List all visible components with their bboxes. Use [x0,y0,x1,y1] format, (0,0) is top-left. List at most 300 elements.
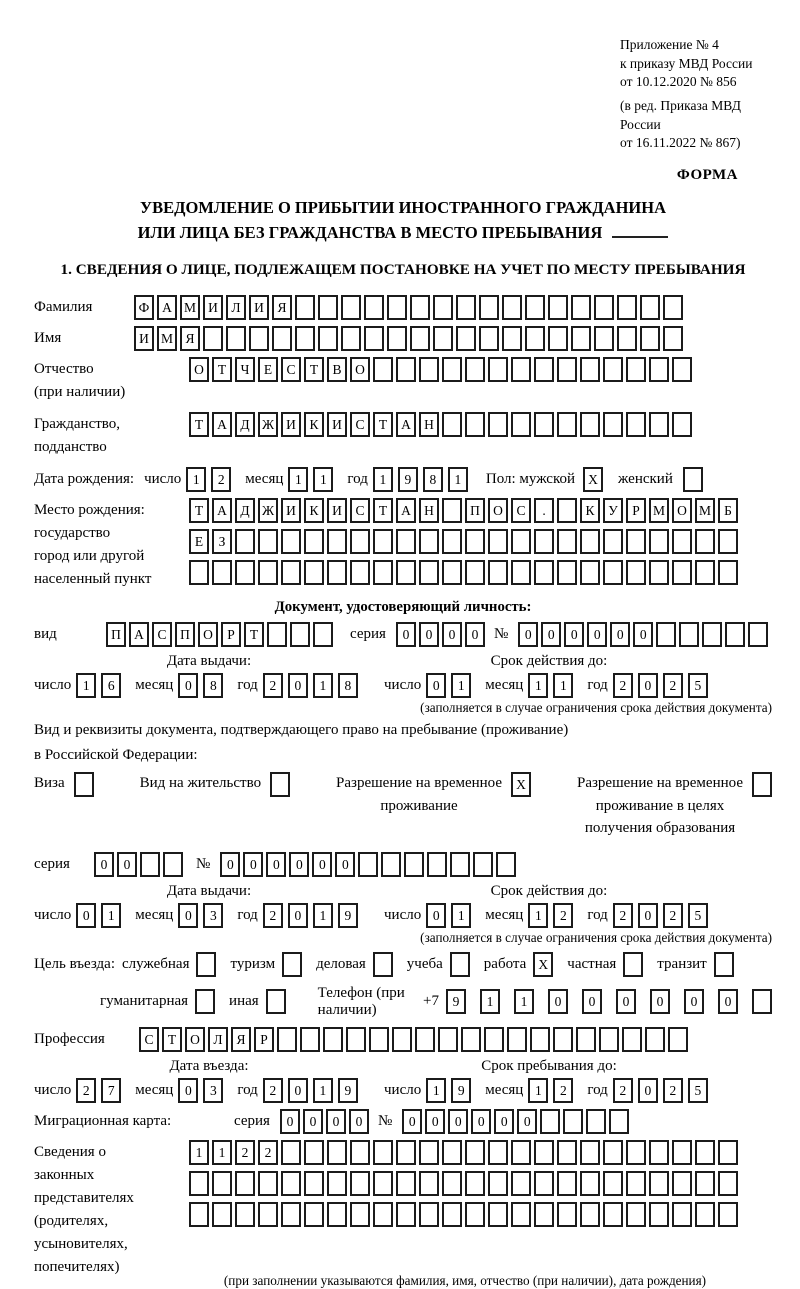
char-cell[interactable]: К [304,498,324,523]
char-cell[interactable] [488,560,508,585]
char-cell[interactable] [557,1140,577,1165]
char-cell[interactable] [557,498,577,523]
char-cell[interactable] [442,412,462,437]
char-cell[interactable]: 0 [633,622,653,647]
char-cell[interactable] [419,529,439,554]
purpose-other-checkbox[interactable] [266,989,286,1014]
temp-residence-checkbox[interactable]: X [511,772,531,797]
char-cell[interactable]: А [129,622,149,647]
char-cell[interactable]: 2 [663,673,683,698]
char-cell[interactable]: 2 [553,1078,573,1103]
char-cell[interactable] [189,1202,209,1227]
char-cell[interactable]: 3 [203,1078,223,1103]
char-cell[interactable] [571,295,591,320]
char-cell[interactable] [748,622,768,647]
char-cell[interactable] [645,1027,665,1052]
char-cell[interactable] [327,529,347,554]
char-cell[interactable] [484,1027,504,1052]
char-cell[interactable] [327,1171,347,1196]
char-cell[interactable]: 5 [688,673,708,698]
purpose-work-checkbox[interactable]: X [533,952,553,977]
char-cell[interactable]: Я [272,295,292,320]
char-cell[interactable] [718,560,738,585]
char-cell[interactable]: 2 [553,903,573,928]
char-cell[interactable] [387,295,407,320]
char-cell[interactable] [341,295,361,320]
char-cell[interactable]: 1 [448,467,468,492]
char-cell[interactable] [649,1202,669,1227]
char-cell[interactable] [438,1027,458,1052]
char-cell[interactable]: Р [254,1027,274,1052]
char-cell[interactable]: О [198,622,218,647]
char-cell[interactable] [534,1202,554,1227]
char-cell[interactable]: 0 [349,1109,369,1134]
char-cell[interactable] [511,529,531,554]
char-cell[interactable]: С [152,622,172,647]
char-cell[interactable]: 2 [263,903,283,928]
char-cell[interactable]: 0 [541,622,561,647]
char-cell[interactable]: Л [226,295,246,320]
char-cell[interactable]: О [488,498,508,523]
char-cell[interactable]: 0 [288,903,308,928]
char-cell[interactable] [396,529,416,554]
char-cell[interactable] [465,412,485,437]
char-cell[interactable] [249,326,269,351]
char-cell[interactable] [433,326,453,351]
char-cell[interactable] [281,1202,301,1227]
char-cell[interactable]: И [249,295,269,320]
purpose-business-checkbox[interactable] [196,952,216,977]
char-cell[interactable] [557,1202,577,1227]
char-cell[interactable]: 0 [303,1109,323,1134]
char-cell[interactable] [258,560,278,585]
char-cell[interactable] [235,1202,255,1227]
char-cell[interactable]: С [139,1027,159,1052]
char-cell[interactable] [502,326,522,351]
char-cell[interactable] [603,529,623,554]
char-cell[interactable]: 1 [313,1078,333,1103]
char-cell[interactable] [277,1027,297,1052]
char-cell[interactable]: А [396,498,416,523]
char-cell[interactable] [212,1202,232,1227]
char-cell[interactable]: Д [235,498,255,523]
char-cell[interactable]: П [175,622,195,647]
char-cell[interactable] [534,1171,554,1196]
char-cell[interactable] [718,1202,738,1227]
char-cell[interactable] [525,295,545,320]
char-cell[interactable]: И [281,498,301,523]
char-cell[interactable] [281,1171,301,1196]
char-cell[interactable]: 8 [203,673,223,698]
char-cell[interactable] [511,1140,531,1165]
char-cell[interactable] [281,529,301,554]
char-cell[interactable]: 1 [514,989,534,1014]
char-cell[interactable] [235,1171,255,1196]
char-cell[interactable]: 0 [650,989,670,1014]
char-cell[interactable] [594,295,614,320]
char-cell[interactable]: 1 [101,903,121,928]
char-cell[interactable] [419,560,439,585]
char-cell[interactable]: 1 [212,1140,232,1165]
char-cell[interactable] [571,326,591,351]
char-cell[interactable] [304,1202,324,1227]
char-cell[interactable]: 0 [266,852,286,877]
char-cell[interactable] [442,560,462,585]
char-cell[interactable]: Д [235,412,255,437]
char-cell[interactable]: О [672,498,692,523]
char-cell[interactable] [640,326,660,351]
char-cell[interactable] [553,1027,573,1052]
char-cell[interactable] [373,560,393,585]
char-cell[interactable]: М [649,498,669,523]
char-cell[interactable]: 1 [373,467,393,492]
char-cell[interactable] [473,852,493,877]
char-cell[interactable]: 2 [258,1140,278,1165]
temp-residence-education-checkbox[interactable] [752,772,772,797]
char-cell[interactable] [586,1109,606,1134]
char-cell[interactable] [327,560,347,585]
char-cell[interactable] [419,1140,439,1165]
char-cell[interactable]: 2 [263,1078,283,1103]
char-cell[interactable] [718,1171,738,1196]
char-cell[interactable]: 2 [663,1078,683,1103]
char-cell[interactable]: И [134,326,154,351]
char-cell[interactable] [672,412,692,437]
char-cell[interactable] [387,326,407,351]
char-cell[interactable]: 0 [616,989,636,1014]
char-cell[interactable]: 2 [235,1140,255,1165]
char-cell[interactable]: З [212,529,232,554]
char-cell[interactable] [557,357,577,382]
char-cell[interactable]: 1 [528,1078,548,1103]
char-cell[interactable]: Я [180,326,200,351]
char-cell[interactable] [304,1140,324,1165]
char-cell[interactable]: И [327,498,347,523]
char-cell[interactable] [189,560,209,585]
char-cell[interactable]: М [695,498,715,523]
char-cell[interactable]: Я [231,1027,251,1052]
char-cell[interactable] [725,622,745,647]
char-cell[interactable]: 0 [220,852,240,877]
purpose-study-checkbox[interactable] [450,952,470,977]
char-cell[interactable] [672,1140,692,1165]
char-cell[interactable]: 0 [419,622,439,647]
char-cell[interactable]: 1 [313,467,333,492]
char-cell[interactable] [511,357,531,382]
char-cell[interactable] [649,357,669,382]
char-cell[interactable] [419,1202,439,1227]
char-cell[interactable] [679,622,699,647]
char-cell[interactable]: 0 [76,903,96,928]
char-cell[interactable]: Ж [258,498,278,523]
char-cell[interactable] [392,1027,412,1052]
char-cell[interactable] [626,357,646,382]
char-cell[interactable] [465,1202,485,1227]
char-cell[interactable] [396,357,416,382]
char-cell[interactable] [346,1027,366,1052]
char-cell[interactable]: 1 [288,467,308,492]
char-cell[interactable]: 0 [548,989,568,1014]
char-cell[interactable] [442,1202,462,1227]
char-cell[interactable]: 1 [189,1140,209,1165]
char-cell[interactable]: 0 [564,622,584,647]
char-cell[interactable] [695,1171,715,1196]
char-cell[interactable] [580,1171,600,1196]
visa-checkbox[interactable] [74,772,94,797]
char-cell[interactable] [488,1202,508,1227]
char-cell[interactable] [511,1171,531,1196]
char-cell[interactable]: 0 [638,673,658,698]
char-cell[interactable] [465,560,485,585]
char-cell[interactable] [656,622,676,647]
char-cell[interactable] [502,295,522,320]
char-cell[interactable]: 1 [76,673,96,698]
char-cell[interactable] [465,1171,485,1196]
char-cell[interactable]: Ф [134,295,154,320]
char-cell[interactable] [511,560,531,585]
char-cell[interactable]: Н [419,412,439,437]
char-cell[interactable] [373,529,393,554]
char-cell[interactable] [373,1140,393,1165]
char-cell[interactable] [350,1171,370,1196]
char-cell[interactable]: 1 [528,673,548,698]
char-cell[interactable]: А [212,412,232,437]
char-cell[interactable] [396,1171,416,1196]
char-cell[interactable]: И [203,295,223,320]
char-cell[interactable] [258,1171,278,1196]
purpose-humanitarian-checkbox[interactable] [195,989,215,1014]
char-cell[interactable]: 0 [448,1109,468,1134]
char-cell[interactable]: 0 [312,852,332,877]
char-cell[interactable]: У [603,498,623,523]
char-cell[interactable]: 9 [451,1078,471,1103]
char-cell[interactable]: Т [212,357,232,382]
char-cell[interactable]: 0 [638,903,658,928]
char-cell[interactable] [580,560,600,585]
char-cell[interactable] [622,1027,642,1052]
char-cell[interactable] [672,1202,692,1227]
char-cell[interactable] [442,1140,462,1165]
char-cell[interactable] [442,357,462,382]
char-cell[interactable] [488,1140,508,1165]
char-cell[interactable]: О [350,357,370,382]
char-cell[interactable] [534,357,554,382]
char-cell[interactable] [609,1109,629,1134]
char-cell[interactable] [649,1171,669,1196]
char-cell[interactable] [313,622,333,647]
char-cell[interactable] [672,529,692,554]
char-cell[interactable]: 0 [280,1109,300,1134]
char-cell[interactable]: С [350,412,370,437]
char-cell[interactable] [603,560,623,585]
char-cell[interactable]: П [106,622,126,647]
char-cell[interactable] [649,529,669,554]
char-cell[interactable]: 9 [446,989,466,1014]
char-cell[interactable] [488,1171,508,1196]
char-cell[interactable]: 0 [582,989,602,1014]
char-cell[interactable] [203,326,223,351]
char-cell[interactable]: А [157,295,177,320]
char-cell[interactable] [373,357,393,382]
char-cell[interactable] [258,529,278,554]
purpose-transit-checkbox[interactable] [714,952,734,977]
char-cell[interactable] [672,357,692,382]
purpose-commercial-checkbox[interactable] [373,952,393,977]
char-cell[interactable]: 1 [451,673,471,698]
char-cell[interactable] [511,412,531,437]
char-cell[interactable]: 0 [718,989,738,1014]
char-cell[interactable] [626,1171,646,1196]
char-cell[interactable]: 6 [101,673,121,698]
char-cell[interactable]: Л [208,1027,228,1052]
char-cell[interactable] [419,1171,439,1196]
char-cell[interactable] [272,326,292,351]
char-cell[interactable] [603,412,623,437]
char-cell[interactable]: 0 [178,903,198,928]
char-cell[interactable] [626,1140,646,1165]
char-cell[interactable] [548,326,568,351]
char-cell[interactable] [626,560,646,585]
char-cell[interactable] [617,326,637,351]
char-cell[interactable]: Т [373,412,393,437]
char-cell[interactable]: 1 [553,673,573,698]
char-cell[interactable]: 0 [117,852,137,877]
char-cell[interactable] [350,1202,370,1227]
char-cell[interactable] [212,1171,232,1196]
char-cell[interactable] [695,1140,715,1165]
char-cell[interactable] [649,560,669,585]
char-cell[interactable] [576,1027,596,1052]
char-cell[interactable] [488,412,508,437]
char-cell[interactable] [668,1027,688,1052]
char-cell[interactable] [456,295,476,320]
char-cell[interactable] [140,852,160,877]
char-cell[interactable]: 1 [313,903,333,928]
char-cell[interactable]: 0 [518,622,538,647]
char-cell[interactable] [511,1202,531,1227]
char-cell[interactable]: 5 [688,903,708,928]
char-cell[interactable]: 8 [338,673,358,698]
char-cell[interactable]: 0 [288,673,308,698]
char-cell[interactable] [318,295,338,320]
char-cell[interactable] [580,529,600,554]
char-cell[interactable]: Т [373,498,393,523]
char-cell[interactable]: 2 [613,903,633,928]
char-cell[interactable]: 0 [426,903,446,928]
char-cell[interactable]: Т [162,1027,182,1052]
char-cell[interactable]: 1 [528,903,548,928]
char-cell[interactable] [663,326,683,351]
char-cell[interactable] [465,1140,485,1165]
char-cell[interactable]: 0 [178,1078,198,1103]
char-cell[interactable] [456,326,476,351]
char-cell[interactable] [364,326,384,351]
char-cell[interactable] [626,1202,646,1227]
char-cell[interactable] [507,1027,527,1052]
char-cell[interactable]: 2 [663,903,683,928]
char-cell[interactable] [396,1140,416,1165]
char-cell[interactable]: Т [244,622,264,647]
char-cell[interactable] [358,852,378,877]
char-cell[interactable] [626,529,646,554]
char-cell[interactable] [295,326,315,351]
char-cell[interactable] [281,1140,301,1165]
char-cell[interactable]: И [327,412,347,437]
char-cell[interactable]: 8 [423,467,443,492]
char-cell[interactable] [235,529,255,554]
char-cell[interactable] [433,295,453,320]
char-cell[interactable] [557,1171,577,1196]
char-cell[interactable] [702,622,722,647]
char-cell[interactable]: 0 [587,622,607,647]
char-cell[interactable]: . [534,498,554,523]
char-cell[interactable]: 0 [517,1109,537,1134]
char-cell[interactable]: Т [189,412,209,437]
char-cell[interactable] [410,326,430,351]
char-cell[interactable]: Р [626,498,646,523]
char-cell[interactable]: 0 [335,852,355,877]
char-cell[interactable]: 7 [101,1078,121,1103]
char-cell[interactable] [530,1027,550,1052]
char-cell[interactable] [479,295,499,320]
char-cell[interactable] [415,1027,435,1052]
char-cell[interactable]: 0 [178,673,198,698]
char-cell[interactable] [563,1109,583,1134]
char-cell[interactable]: 0 [289,852,309,877]
char-cell[interactable]: И [281,412,301,437]
char-cell[interactable]: Ч [235,357,255,382]
char-cell[interactable] [212,560,232,585]
char-cell[interactable]: С [281,357,301,382]
char-cell[interactable]: 1 [186,467,206,492]
char-cell[interactable]: 0 [465,622,485,647]
char-cell[interactable] [488,357,508,382]
char-cell[interactable] [410,295,430,320]
char-cell[interactable]: 2 [613,673,633,698]
char-cell[interactable]: В [327,357,347,382]
char-cell[interactable] [369,1027,389,1052]
char-cell[interactable] [364,295,384,320]
char-cell[interactable]: 2 [263,673,283,698]
char-cell[interactable] [295,295,315,320]
sex-female-checkbox[interactable] [683,467,703,492]
char-cell[interactable]: 0 [442,622,462,647]
char-cell[interactable]: 1 [451,903,471,928]
char-cell[interactable] [323,1027,343,1052]
char-cell[interactable] [649,1140,669,1165]
char-cell[interactable] [649,412,669,437]
char-cell[interactable]: 0 [610,622,630,647]
char-cell[interactable] [594,326,614,351]
char-cell[interactable] [465,529,485,554]
char-cell[interactable] [304,1171,324,1196]
char-cell[interactable]: 5 [688,1078,708,1103]
char-cell[interactable]: 0 [288,1078,308,1103]
char-cell[interactable] [695,1202,715,1227]
char-cell[interactable]: 0 [326,1109,346,1134]
purpose-tourism-checkbox[interactable] [282,952,302,977]
char-cell[interactable] [534,560,554,585]
char-cell[interactable] [304,529,324,554]
char-cell[interactable] [396,560,416,585]
char-cell[interactable] [350,529,370,554]
char-cell[interactable] [404,852,424,877]
char-cell[interactable] [534,1140,554,1165]
char-cell[interactable]: 9 [398,467,418,492]
char-cell[interactable]: 3 [203,903,223,928]
char-cell[interactable] [718,529,738,554]
char-cell[interactable] [304,560,324,585]
